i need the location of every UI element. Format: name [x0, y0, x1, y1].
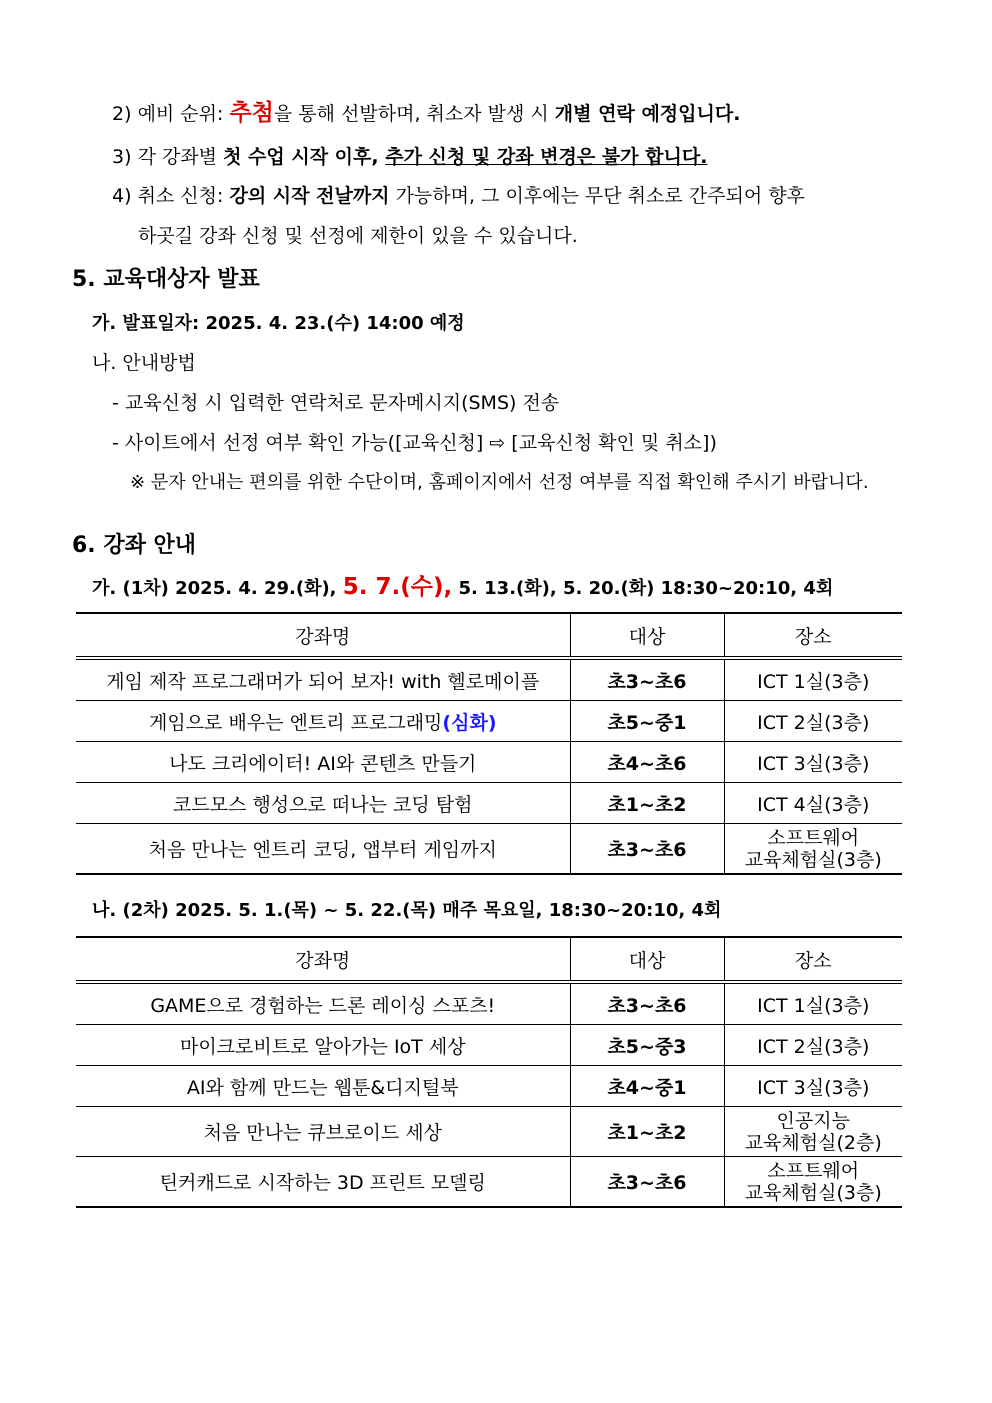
note-3: 3) 각 강좌별 첫 수업 시작 이후, 추가 신청 및 강좌 변경은 불가 합니다.	[112, 146, 708, 168]
table-row: 마이크로비트로 알아가는 IoT 세상 초5~중3 ICT 2실(3층)	[76, 1025, 902, 1066]
table-row: 처음 만나는 엔트리 코딩, 앱부터 게임까지 초3~초6 소프트웨어 교육체험실(3층)	[76, 824, 902, 875]
guide-sms: - 교육신청 시 입력한 연락처로 문자메시지(SMS) 전송	[112, 392, 560, 414]
announce-date: 가. 발표일자: 2025. 4. 23.(수) 14:00 예정	[92, 313, 465, 334]
header-target: 대상	[570, 613, 724, 658]
header-place: 장소	[724, 613, 902, 658]
table-row: 틴커캐드로 시작하는 3D 프린트 모델링 초3~초6 소프트웨어 교육체험실(3층)	[76, 1157, 902, 1208]
section6-heading: 6. 강좌 안내	[72, 533, 196, 558]
session2-schedule: 나. (2차) 2025. 5. 1.(목) ~ 5. 22.(목) 매주 목요일, 18:30~20:10, 4회	[92, 900, 722, 921]
guide-site: - 사이트에서 선정 여부 확인 가능([교육신청] ⇨ [교육신청 확인 및 취소])	[112, 432, 717, 454]
table-row: 처음 만나는 큐브로이드 세상 초1~초2 인공지능 교육체험실(2층)	[76, 1107, 902, 1157]
table-row: 나도 크리에이터! AI와 콘텐츠 만들기 초4~초6 ICT 3실(3층)	[76, 742, 902, 783]
header-name: 강좌명	[76, 613, 570, 658]
course-table-1	[76, 612, 902, 875]
header-place: 장소	[724, 937, 902, 982]
note-4: 4) 취소 신청: 강의 시작 전날까지 가능하며, 그 이후에는 무단 취소로 간주되어 향후	[112, 185, 805, 207]
guide-method: 나. 안내방법	[92, 352, 196, 374]
session1-schedule: 가. (1차) 2025. 4. 29.(화), 5. 7.(수), 5. 13.(화), 5. 20.(화) 18:30~20:10, 4회	[92, 574, 834, 600]
course-table-2	[76, 936, 902, 1208]
note-4-line2: 하곳길 강좌 신청 및 선정에 제한이 있을 수 있습니다.	[138, 225, 578, 247]
header-name: 강좌명	[76, 937, 570, 982]
table-row: 코드모스 행성으로 떠나는 코딩 탐험 초1~초2 ICT 4실(3층)	[76, 783, 902, 824]
table-row: 게임으로 배우는 엔트리 프로그래밍(심화) 초5~중1 ICT 2실(3층)	[76, 701, 902, 742]
lottery-text: 추첨	[229, 100, 274, 126]
note-2: 2) 예비 순위: 추첨을 통해 선발하며, 취소자 발생 시 개별 연락 예정입니다.	[112, 100, 741, 126]
guide-note: ※ 문자 안내는 편의를 위한 수단이며, 홈페이지에서 선정 여부를 직접 확인해 주시기 바랍니다.	[130, 472, 869, 493]
header-target: 대상	[570, 937, 724, 982]
table-row: AI와 함께 만드는 웹툰&디지털북 초4~중1 ICT 3실(3층)	[76, 1066, 902, 1107]
table-row: GAME으로 경험하는 드론 레이싱 스포츠! 초3~초6 ICT 1실(3층)	[76, 982, 902, 1025]
advanced-tag: (심화)	[442, 711, 497, 734]
section5-heading: 5. 교육대상자 발표	[72, 267, 260, 292]
table-row: 게임 제작 프로그래머가 되어 보자! with 헬로메이플 초3~초6 ICT 1실(3층)	[76, 658, 902, 701]
